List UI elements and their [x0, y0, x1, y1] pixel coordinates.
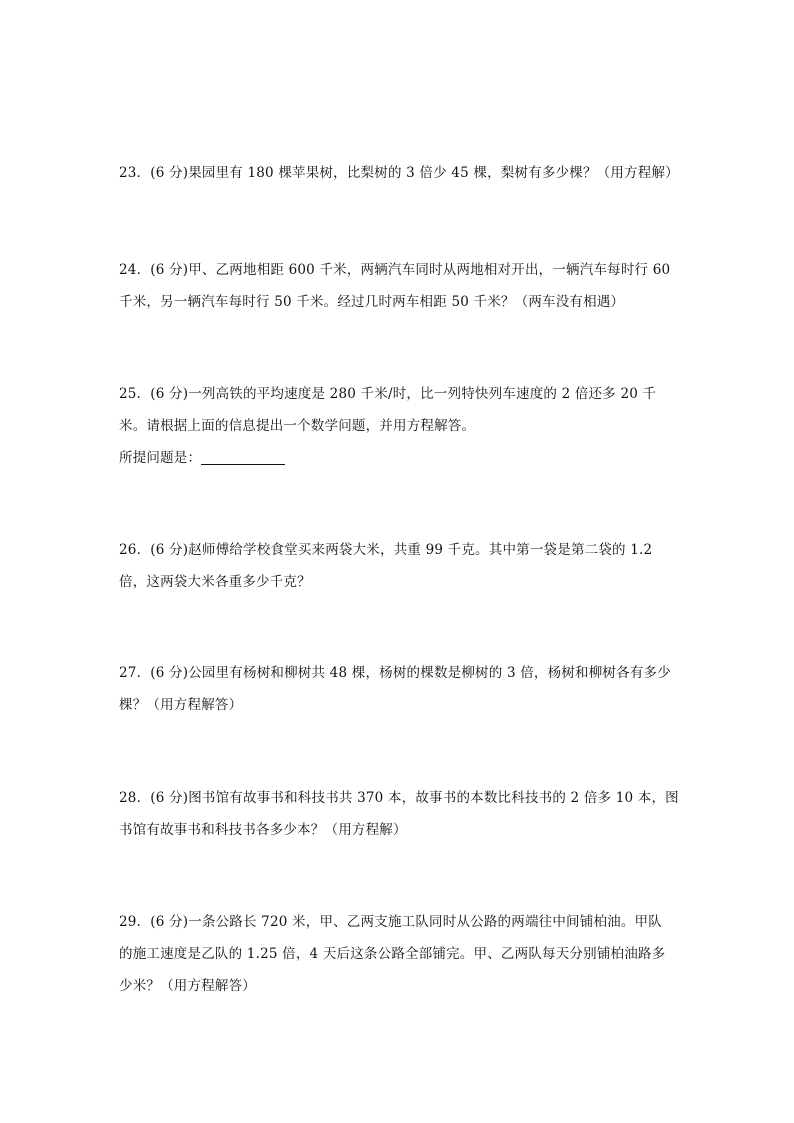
- question-text: 米。请根据上面的信息提出一个数学问题，并用方程解答。: [119, 418, 476, 434]
- question-text: 书馆有故事书和科技书各多少本？（用方程解）: [119, 822, 407, 838]
- question-25: [119, 378, 679, 474]
- question-text: 28．(6 分)图书馆有故事书和科技书共 370 本，故事书的本数比科技书的 2 倍多 10 本，图: [119, 790, 679, 806]
- answer-prompt: [119, 442, 679, 474]
- question-text: 23．(6 分)果园里有 180 棵苹果树，比梨树的 3 倍少 45 棵，梨树有多少棵？（用方程解）: [119, 165, 679, 181]
- question-text: 24．(6 分)甲、乙两地相距 600 千米，两辆汽车同时从两地相对开出，一辆汽车每时行 60: [119, 262, 671, 278]
- question-28: [119, 782, 679, 846]
- answer-blank[interactable]: [201, 450, 285, 465]
- question-text: 的施工速度是乙队的 1.25 倍，4 天后这条公路全部铺完。甲、乙两队每天分别铺柏油路多: [119, 946, 666, 962]
- question-text: 倍，这两袋大米各重多少千克？: [119, 574, 311, 590]
- question-text: 26．(6 分)赵师傅给学校食堂买来两袋大米，共重 99 千克。其中第一袋是第二袋的 1.2: [119, 542, 653, 558]
- answer-prompt-label: 所提问题是：: [119, 450, 202, 466]
- question-text: 27．(6 分)公园里有杨树和柳树共 48 棵，杨树的棵数是柳树的 3 倍，杨树和柳树各有多少: [119, 665, 671, 681]
- question-23: [119, 157, 679, 189]
- question-text: 29．(6 分)一条公路长 720 米，甲、乙两支施工队同时从公路的两端往中间铺柏油。甲队: [119, 914, 662, 930]
- question-text: 25．(6 分)一列高铁的平均速度是 280 千米/时，比一列特快列车速度的 2 倍还多 20 千: [119, 386, 657, 402]
- question-26: [119, 534, 679, 598]
- question-29: [119, 906, 679, 1002]
- question-27: [119, 657, 679, 721]
- question-text: 棵？（用方程解答）: [119, 697, 243, 713]
- question-24: [119, 254, 679, 318]
- question-text: 千米，另一辆汽车每时行 50 千米。经过几时两车相距 50 千米？（两车没有相遇）: [119, 294, 625, 310]
- question-text: 少米？（用方程解答）: [119, 978, 256, 994]
